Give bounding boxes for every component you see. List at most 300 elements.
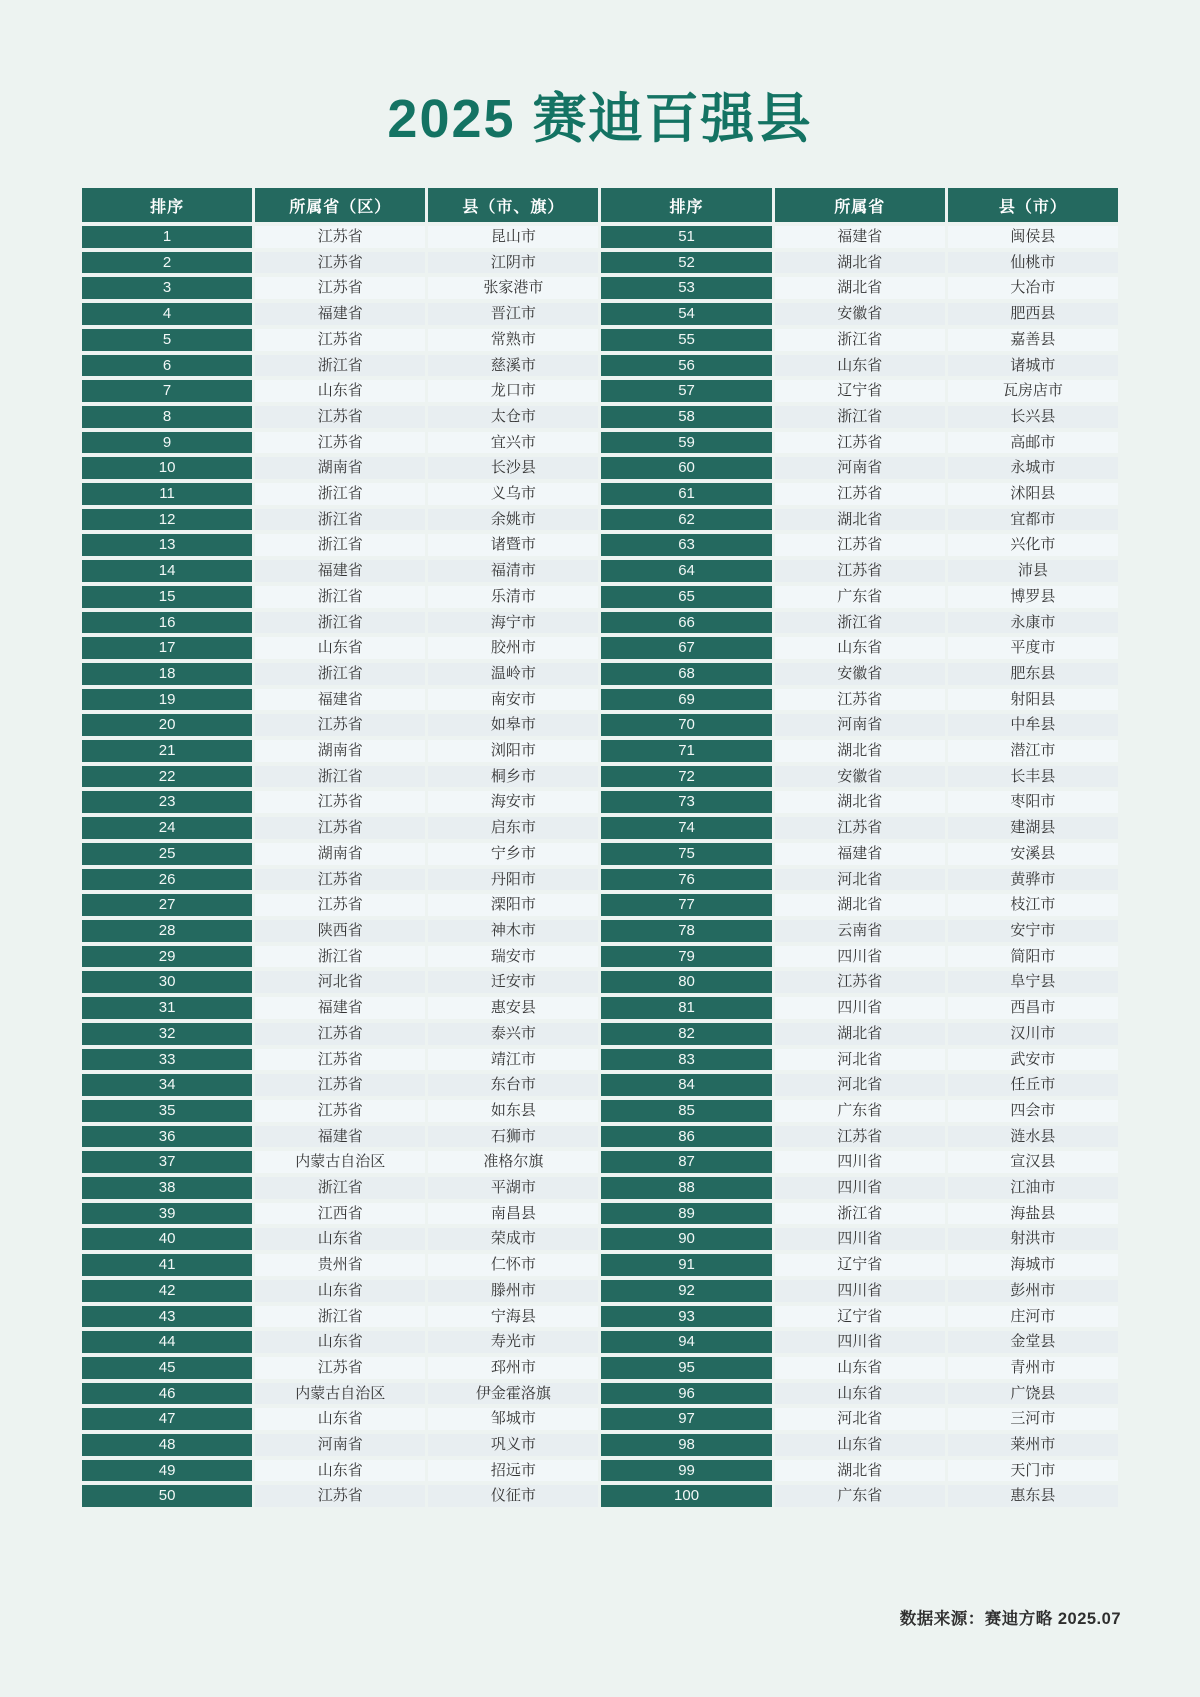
province-cell: 浙江省 <box>255 612 425 634</box>
county-cell: 泰兴市 <box>428 1023 598 1045</box>
county-cell: 天门市 <box>948 1460 1118 1482</box>
county-cell: 高邮市 <box>948 432 1118 454</box>
province-cell: 浙江省 <box>255 1177 425 1199</box>
province-cell: 江苏省 <box>775 689 945 711</box>
province-cell: 湖北省 <box>775 509 945 531</box>
rank-cell: 14 <box>82 560 252 582</box>
rank-cell: 67 <box>601 637 771 659</box>
province-cell: 陕西省 <box>255 920 425 942</box>
county-cell: 神木市 <box>428 920 598 942</box>
county-cell: 广饶县 <box>948 1383 1118 1405</box>
province-cell: 浙江省 <box>255 946 425 968</box>
rank-cell: 15 <box>82 586 252 608</box>
county-cell: 莱州市 <box>948 1434 1118 1456</box>
table-row <box>82 946 1118 968</box>
county-cell: 汉川市 <box>948 1023 1118 1045</box>
county-cell: 如东县 <box>428 1100 598 1122</box>
table-row <box>82 1228 1118 1250</box>
province-cell: 山东省 <box>255 1331 425 1353</box>
province-cell: 江苏省 <box>255 894 425 916</box>
table-row <box>82 766 1118 788</box>
table-row <box>82 329 1118 351</box>
province-cell: 江苏省 <box>775 534 945 556</box>
province-cell: 山东省 <box>255 1408 425 1430</box>
county-cell: 如皋市 <box>428 714 598 736</box>
table-row <box>82 1049 1118 1071</box>
province-cell: 四川省 <box>775 997 945 1019</box>
county-cell: 瑞安市 <box>428 946 598 968</box>
province-cell: 四川省 <box>775 946 945 968</box>
rank-cell: 33 <box>82 1049 252 1071</box>
county-cell: 平度市 <box>948 637 1118 659</box>
county-cell: 准格尔旗 <box>428 1151 598 1173</box>
county-cell: 黄骅市 <box>948 869 1118 891</box>
province-cell: 四川省 <box>775 1177 945 1199</box>
rank-cell: 39 <box>82 1203 252 1225</box>
county-cell: 南安市 <box>428 689 598 711</box>
county-cell: 枝江市 <box>948 894 1118 916</box>
table-row <box>82 1485 1118 1507</box>
county-cell: 海宁市 <box>428 612 598 634</box>
province-cell: 江苏省 <box>255 1357 425 1379</box>
table-row <box>82 1434 1118 1456</box>
province-cell: 江苏省 <box>775 560 945 582</box>
table-row <box>82 1203 1118 1225</box>
table-row <box>82 1126 1118 1148</box>
rank-cell: 28 <box>82 920 252 942</box>
rank-cell: 86 <box>601 1126 771 1148</box>
county-cell: 金堂县 <box>948 1331 1118 1353</box>
rank-cell: 88 <box>601 1177 771 1199</box>
rank-cell: 59 <box>601 432 771 454</box>
rank-cell: 16 <box>82 612 252 634</box>
county-cell: 博罗县 <box>948 586 1118 608</box>
table-row <box>82 869 1118 891</box>
county-cell: 长丰县 <box>948 766 1118 788</box>
province-cell: 江苏省 <box>255 714 425 736</box>
province-cell: 四川省 <box>775 1151 945 1173</box>
table-row <box>82 1151 1118 1173</box>
county-cell: 诸暨市 <box>428 534 598 556</box>
province-cell: 江苏省 <box>775 1126 945 1148</box>
table-row <box>82 663 1118 685</box>
province-cell: 山东省 <box>775 1434 945 1456</box>
table-row <box>82 277 1118 299</box>
rank-cell: 74 <box>601 817 771 839</box>
county-cell: 肥西县 <box>948 303 1118 325</box>
province-cell: 浙江省 <box>255 663 425 685</box>
county-cell: 潜江市 <box>948 740 1118 762</box>
county-cell: 荣成市 <box>428 1228 598 1250</box>
county-cell: 招远市 <box>428 1460 598 1482</box>
province-cell: 江苏省 <box>775 432 945 454</box>
province-cell: 湖南省 <box>255 457 425 479</box>
table-row <box>82 406 1118 428</box>
county-cell: 仁怀市 <box>428 1254 598 1276</box>
province-cell: 江苏省 <box>255 252 425 274</box>
rank-cell: 100 <box>601 1485 771 1507</box>
table-row <box>82 817 1118 839</box>
rank-cell: 95 <box>601 1357 771 1379</box>
rank-cell: 34 <box>82 1074 252 1096</box>
rank-cell: 84 <box>601 1074 771 1096</box>
province-cell: 江苏省 <box>255 817 425 839</box>
province-cell: 浙江省 <box>775 406 945 428</box>
table-header <box>82 188 1118 222</box>
province-cell: 江苏省 <box>775 483 945 505</box>
table-row <box>82 483 1118 505</box>
province-cell: 四川省 <box>775 1331 945 1353</box>
rank-cell: 48 <box>82 1434 252 1456</box>
rank-cell: 73 <box>601 791 771 813</box>
province-cell: 浙江省 <box>255 534 425 556</box>
county-cell: 伊金霍洛旗 <box>428 1383 598 1405</box>
rank-cell: 45 <box>82 1357 252 1379</box>
county-cell: 射阳县 <box>948 689 1118 711</box>
province-cell: 四川省 <box>775 1280 945 1302</box>
province-cell: 江苏省 <box>255 329 425 351</box>
county-cell: 长兴县 <box>948 406 1118 428</box>
province-cell: 湖北省 <box>775 277 945 299</box>
county-cell: 永城市 <box>948 457 1118 479</box>
province-cell: 安徽省 <box>775 303 945 325</box>
rank-cell: 71 <box>601 740 771 762</box>
rank-cell: 70 <box>601 714 771 736</box>
table-row <box>82 1357 1118 1379</box>
rank-cell: 26 <box>82 869 252 891</box>
county-cell: 建湖县 <box>948 817 1118 839</box>
table-row <box>82 252 1118 274</box>
rank-cell: 7 <box>82 380 252 402</box>
province-cell: 浙江省 <box>255 766 425 788</box>
county-cell: 宣汉县 <box>948 1151 1118 1173</box>
county-cell: 寿光市 <box>428 1331 598 1353</box>
county-cell: 乐清市 <box>428 586 598 608</box>
province-cell: 浙江省 <box>255 586 425 608</box>
rank-cell: 54 <box>601 303 771 325</box>
province-cell: 山东省 <box>255 637 425 659</box>
county-cell: 东台市 <box>428 1074 598 1096</box>
province-cell: 河北省 <box>775 1049 945 1071</box>
table-row <box>82 303 1118 325</box>
province-cell: 江苏省 <box>775 971 945 993</box>
county-cell: 海安市 <box>428 791 598 813</box>
table-row <box>82 971 1118 993</box>
rank-cell: 44 <box>82 1331 252 1353</box>
rank-cell: 81 <box>601 997 771 1019</box>
rank-cell: 25 <box>82 843 252 865</box>
county-cell: 邹城市 <box>428 1408 598 1430</box>
county-cell: 庄河市 <box>948 1306 1118 1328</box>
county-cell: 中牟县 <box>948 714 1118 736</box>
county-cell: 安溪县 <box>948 843 1118 865</box>
province-cell: 山东省 <box>255 1460 425 1482</box>
table-row <box>82 637 1118 659</box>
province-cell: 广东省 <box>775 1485 945 1507</box>
county-cell: 简阳市 <box>948 946 1118 968</box>
province-cell: 湖北省 <box>775 252 945 274</box>
header-province-left: 所属省（区） <box>255 188 425 222</box>
province-cell: 浙江省 <box>255 509 425 531</box>
county-cell: 温岭市 <box>428 663 598 685</box>
data-source-note: 数据来源：赛迪方略 2025.07 <box>899 1610 1121 1629</box>
county-cell: 海城市 <box>948 1254 1118 1276</box>
county-cell: 嘉善县 <box>948 329 1118 351</box>
province-cell: 福建省 <box>255 560 425 582</box>
province-cell: 福建省 <box>255 1126 425 1148</box>
province-cell: 山东省 <box>255 380 425 402</box>
table-row <box>82 1306 1118 1328</box>
county-cell: 阜宁县 <box>948 971 1118 993</box>
county-cell: 闽侯县 <box>948 226 1118 248</box>
table-row <box>82 920 1118 942</box>
province-cell: 江苏省 <box>255 1023 425 1045</box>
rank-cell: 61 <box>601 483 771 505</box>
county-cell: 南昌县 <box>428 1203 598 1225</box>
county-cell: 昆山市 <box>428 226 598 248</box>
table-row <box>82 355 1118 377</box>
province-cell: 湖南省 <box>255 740 425 762</box>
county-cell: 浏阳市 <box>428 740 598 762</box>
province-cell: 江苏省 <box>255 1074 425 1096</box>
county-cell: 迁安市 <box>428 971 598 993</box>
table-row <box>82 1408 1118 1430</box>
rank-cell: 75 <box>601 843 771 865</box>
rank-cell: 62 <box>601 509 771 531</box>
rank-cell: 98 <box>601 1434 771 1456</box>
province-cell: 江苏省 <box>255 277 425 299</box>
table-row <box>82 226 1118 248</box>
county-cell: 海盐县 <box>948 1203 1118 1225</box>
header-province-right: 所属省 <box>775 188 945 222</box>
rank-cell: 36 <box>82 1126 252 1148</box>
county-cell: 瓦房店市 <box>948 380 1118 402</box>
province-cell: 湖北省 <box>775 791 945 813</box>
rank-cell: 83 <box>601 1049 771 1071</box>
rank-cell: 10 <box>82 457 252 479</box>
rank-cell: 13 <box>82 534 252 556</box>
header-rank-left: 排序 <box>82 188 252 222</box>
table-row <box>82 1331 1118 1353</box>
county-cell: 滕州市 <box>428 1280 598 1302</box>
top100-counties-table <box>79 184 1121 1511</box>
rank-cell: 19 <box>82 689 252 711</box>
rank-cell: 50 <box>82 1485 252 1507</box>
province-cell: 河北省 <box>775 869 945 891</box>
province-cell: 浙江省 <box>255 355 425 377</box>
county-cell: 龙口市 <box>428 380 598 402</box>
province-cell: 福建省 <box>255 997 425 1019</box>
county-cell: 兴化市 <box>948 534 1118 556</box>
province-cell: 浙江省 <box>255 483 425 505</box>
rank-cell: 94 <box>601 1331 771 1353</box>
county-cell: 枣阳市 <box>948 791 1118 813</box>
rank-cell: 63 <box>601 534 771 556</box>
header-county-right: 县（市） <box>948 188 1118 222</box>
province-cell: 河南省 <box>775 714 945 736</box>
county-cell: 宁海县 <box>428 1306 598 1328</box>
county-cell: 桐乡市 <box>428 766 598 788</box>
province-cell: 山东省 <box>775 637 945 659</box>
header-rank-right: 排序 <box>601 188 771 222</box>
rank-cell: 2 <box>82 252 252 274</box>
rank-cell: 4 <box>82 303 252 325</box>
table-row <box>82 534 1118 556</box>
county-cell: 福清市 <box>428 560 598 582</box>
province-cell: 贵州省 <box>255 1254 425 1276</box>
rank-cell: 52 <box>601 252 771 274</box>
county-cell: 平湖市 <box>428 1177 598 1199</box>
table-row <box>82 1460 1118 1482</box>
rank-cell: 87 <box>601 1151 771 1173</box>
county-cell: 永康市 <box>948 612 1118 634</box>
table-row <box>82 560 1118 582</box>
county-cell: 涟水县 <box>948 1126 1118 1148</box>
rank-cell: 20 <box>82 714 252 736</box>
rank-cell: 9 <box>82 432 252 454</box>
rank-cell: 18 <box>82 663 252 685</box>
rank-cell: 85 <box>601 1100 771 1122</box>
province-cell: 安徽省 <box>775 766 945 788</box>
page-title: 2025 赛迪百强县 <box>387 89 813 149</box>
county-cell: 晋江市 <box>428 303 598 325</box>
county-cell: 惠东县 <box>948 1485 1118 1507</box>
rank-cell: 72 <box>601 766 771 788</box>
province-cell: 河北省 <box>775 1074 945 1096</box>
rank-cell: 40 <box>82 1228 252 1250</box>
county-cell: 彭州市 <box>948 1280 1118 1302</box>
rank-cell: 57 <box>601 380 771 402</box>
province-cell: 湖北省 <box>775 1460 945 1482</box>
province-cell: 山东省 <box>775 355 945 377</box>
province-cell: 辽宁省 <box>775 380 945 402</box>
province-cell: 内蒙古自治区 <box>255 1151 425 1173</box>
rank-cell: 11 <box>82 483 252 505</box>
province-cell: 山东省 <box>255 1280 425 1302</box>
table-body <box>82 226 1118 1507</box>
county-cell: 江油市 <box>948 1177 1118 1199</box>
rank-cell: 24 <box>82 817 252 839</box>
province-cell: 内蒙古自治区 <box>255 1383 425 1405</box>
province-cell: 江苏省 <box>255 1100 425 1122</box>
province-cell: 福建省 <box>255 689 425 711</box>
province-cell: 江苏省 <box>255 791 425 813</box>
rank-cell: 96 <box>601 1383 771 1405</box>
rank-cell: 58 <box>601 406 771 428</box>
table-row <box>82 432 1118 454</box>
rank-cell: 17 <box>82 637 252 659</box>
rank-cell: 65 <box>601 586 771 608</box>
province-cell: 安徽省 <box>775 663 945 685</box>
rank-cell: 53 <box>601 277 771 299</box>
county-cell: 义乌市 <box>428 483 598 505</box>
rank-cell: 32 <box>82 1023 252 1045</box>
county-cell: 余姚市 <box>428 509 598 531</box>
county-cell: 诸城市 <box>948 355 1118 377</box>
table-row <box>82 1177 1118 1199</box>
table-row <box>82 1280 1118 1302</box>
county-cell: 大冶市 <box>948 277 1118 299</box>
province-cell: 浙江省 <box>775 329 945 351</box>
county-cell: 安宁市 <box>948 920 1118 942</box>
province-cell: 湖北省 <box>775 740 945 762</box>
table-row <box>82 894 1118 916</box>
table-row <box>82 714 1118 736</box>
province-cell: 河北省 <box>255 971 425 993</box>
county-cell: 沛县 <box>948 560 1118 582</box>
province-cell: 福建省 <box>255 303 425 325</box>
county-cell: 宜兴市 <box>428 432 598 454</box>
rank-cell: 51 <box>601 226 771 248</box>
table-row <box>82 1254 1118 1276</box>
county-cell: 邳州市 <box>428 1357 598 1379</box>
province-cell: 江苏省 <box>255 869 425 891</box>
table-row <box>82 1023 1118 1045</box>
rank-cell: 49 <box>82 1460 252 1482</box>
county-cell: 张家港市 <box>428 277 598 299</box>
province-cell: 浙江省 <box>775 1203 945 1225</box>
rank-cell: 46 <box>82 1383 252 1405</box>
province-cell: 福建省 <box>775 226 945 248</box>
table-row <box>82 1074 1118 1096</box>
rank-cell: 78 <box>601 920 771 942</box>
province-cell: 山东省 <box>775 1357 945 1379</box>
rank-cell: 21 <box>82 740 252 762</box>
header-county-left: 县（市、旗） <box>428 188 598 222</box>
rank-cell: 38 <box>82 1177 252 1199</box>
rank-cell: 93 <box>601 1306 771 1328</box>
province-cell: 广东省 <box>775 586 945 608</box>
province-cell: 江苏省 <box>255 226 425 248</box>
province-cell: 湖北省 <box>775 1023 945 1045</box>
rank-cell: 97 <box>601 1408 771 1430</box>
rank-cell: 12 <box>82 509 252 531</box>
rank-cell: 76 <box>601 869 771 891</box>
table-row <box>82 612 1118 634</box>
table-row <box>82 1383 1118 1405</box>
rank-cell: 5 <box>82 329 252 351</box>
rank-cell: 27 <box>82 894 252 916</box>
table-row <box>82 843 1118 865</box>
county-cell: 肥东县 <box>948 663 1118 685</box>
county-cell: 慈溪市 <box>428 355 598 377</box>
county-cell: 青州市 <box>948 1357 1118 1379</box>
rank-cell: 23 <box>82 791 252 813</box>
county-cell: 溧阳市 <box>428 894 598 916</box>
province-cell: 江苏省 <box>255 432 425 454</box>
rank-cell: 6 <box>82 355 252 377</box>
county-cell: 靖江市 <box>428 1049 598 1071</box>
header-row <box>82 188 1118 222</box>
county-cell: 常熟市 <box>428 329 598 351</box>
table-row <box>82 689 1118 711</box>
province-cell: 江苏省 <box>775 817 945 839</box>
rank-cell: 77 <box>601 894 771 916</box>
county-cell: 武安市 <box>948 1049 1118 1071</box>
rank-cell: 22 <box>82 766 252 788</box>
table-row <box>82 791 1118 813</box>
county-cell: 太仓市 <box>428 406 598 428</box>
province-cell: 江西省 <box>255 1203 425 1225</box>
county-cell: 三河市 <box>948 1408 1118 1430</box>
rank-cell: 69 <box>601 689 771 711</box>
rank-cell: 31 <box>82 997 252 1019</box>
rank-cell: 1 <box>82 226 252 248</box>
county-cell: 任丘市 <box>948 1074 1118 1096</box>
county-cell: 仪征市 <box>428 1485 598 1507</box>
province-cell: 江苏省 <box>255 1485 425 1507</box>
rank-cell: 29 <box>82 946 252 968</box>
